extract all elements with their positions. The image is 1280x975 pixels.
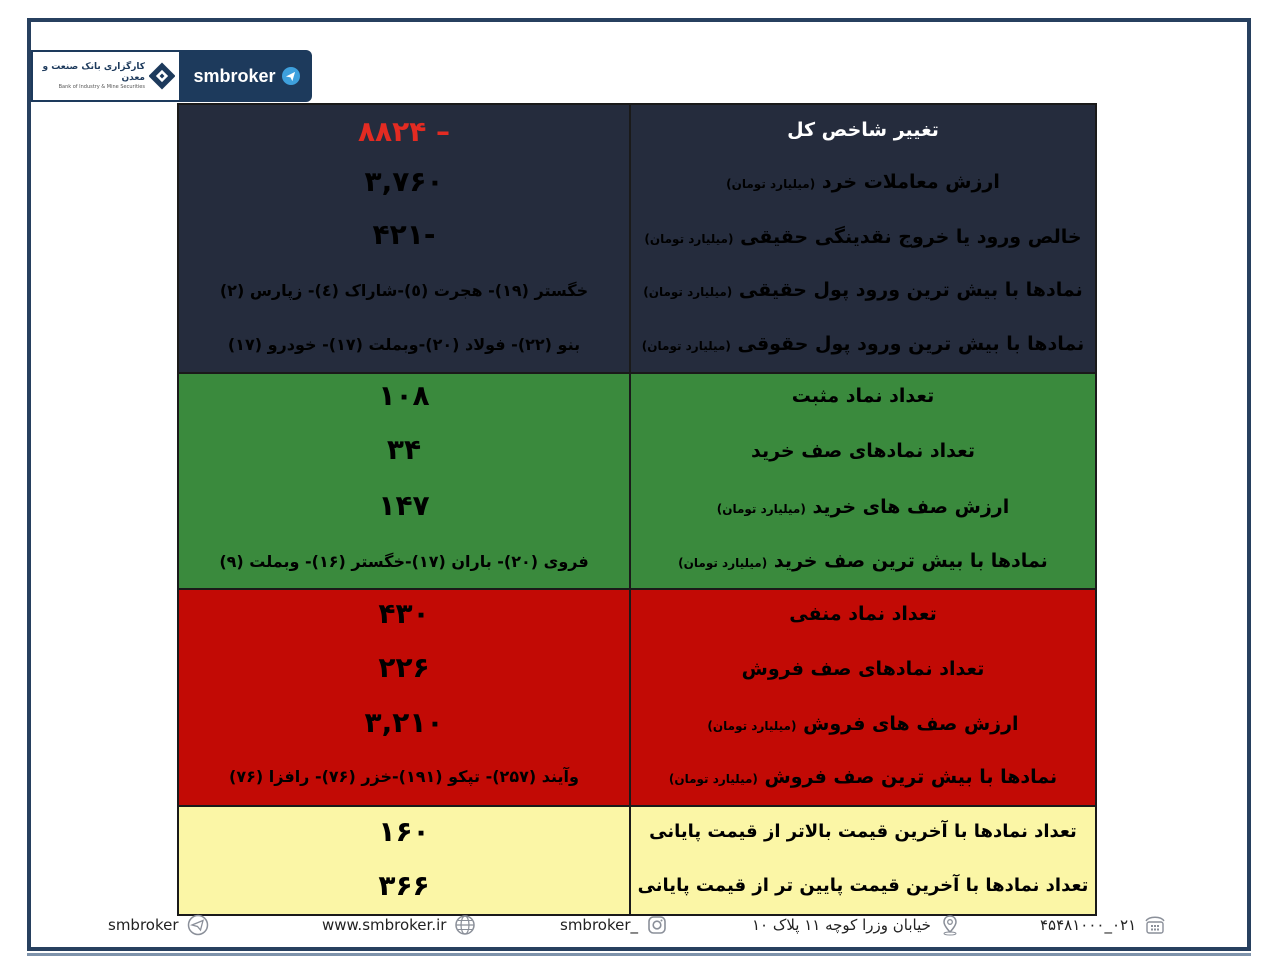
row-value: خگستر (۱۹)- هجرت (٥)-شاراک (٤)- زپارس (۲) xyxy=(219,281,589,300)
row-label: تعداد نماد منفی xyxy=(789,603,937,625)
section-divider xyxy=(179,588,1095,590)
row-value: ۱۴۷ xyxy=(378,489,430,522)
brand-name: smbroker xyxy=(193,65,276,86)
table-row xyxy=(179,871,1095,911)
row-label: نمادها با بیش ترین صف خرید (میلیارد تومان) xyxy=(678,550,1048,572)
table-row xyxy=(179,762,1095,802)
footer-telegram-label: smbroker xyxy=(108,916,179,934)
row-label: تعداد نمادهای صف خرید xyxy=(750,440,976,462)
row-value: ۳,۷۶۰ xyxy=(364,165,444,198)
footer xyxy=(30,908,1250,944)
table-row xyxy=(179,651,1095,695)
table-row xyxy=(179,330,1095,370)
bottom-rule xyxy=(27,953,1251,956)
table-row xyxy=(179,817,1095,857)
row-label: تغییر شاخص کل xyxy=(787,119,939,141)
section-divider xyxy=(179,372,1095,374)
row-label: نمادها با بیش ترین ورود پول حقیقی (میلیارد تومان) xyxy=(643,279,1083,301)
footer-instagram-label: smbroker_ xyxy=(560,916,639,934)
row-value: ۲۲۶ xyxy=(378,651,430,684)
row-value: ۳,۲۱۰ xyxy=(364,706,444,739)
row-label: خالص ورود یا خروج نقدینگی حقیقی (میلیارد تومان) xyxy=(644,226,1082,248)
footer-address-label: خیابان وزرا کوچه ۱۱ پلاک ۱۰ xyxy=(752,916,931,934)
row-label: تعداد نمادها با آخرین قیمت پایین تر از قیمت پایانی xyxy=(637,875,1089,896)
logo-text xyxy=(33,62,145,91)
table-row xyxy=(179,597,1095,641)
row-value: – ۸۸۲۴ xyxy=(357,115,451,148)
footer-website[interactable] xyxy=(322,914,476,936)
brand-logo xyxy=(31,50,312,102)
footer-telegram[interactable] xyxy=(108,914,209,936)
row-label: تعداد نماد مثبت xyxy=(791,385,935,407)
phone-icon xyxy=(1144,914,1166,936)
logo-fa-name: کارگزاری بانک صنعت و معدن xyxy=(42,61,145,83)
row-label: نمادها با بیش ترین ورود پول حقوقی (میلیارد تومان) xyxy=(641,333,1085,355)
row-value: ۴۳۰ xyxy=(378,597,430,630)
row-label: ارزش صف های خرید (میلیارد تومان) xyxy=(716,496,1010,518)
table-row xyxy=(179,491,1095,531)
market-summary-table xyxy=(177,103,1097,916)
row-label: ارزش معاملات خرد (میلیارد تومان) xyxy=(726,171,1000,193)
table-row xyxy=(179,165,1095,209)
location-pin-icon xyxy=(939,914,961,936)
telegram-icon xyxy=(282,67,300,85)
footer-website-label: www.smbroker.ir xyxy=(322,916,447,934)
globe-icon xyxy=(454,914,476,936)
footer-phone xyxy=(1040,914,1166,936)
logo-brand xyxy=(181,66,312,87)
table-row xyxy=(179,379,1095,423)
footer-phone-label: ۰۲۱_۴۵۴۸۱۰۰۰ xyxy=(1040,916,1137,934)
table-row xyxy=(179,218,1095,262)
telegram-icon xyxy=(187,914,209,936)
logo-mark-icon xyxy=(149,61,175,91)
logo-plate xyxy=(31,50,181,102)
row-value: ۱۶۰ xyxy=(378,815,430,848)
row-value: وآیند (۲۵۷)- تپکو (۱۹۱)-خزر (۷۶)- رافزا (۷۶) xyxy=(229,767,579,786)
row-value: ۳۶۶ xyxy=(378,869,430,902)
table-row xyxy=(179,433,1095,477)
table-row xyxy=(179,115,1095,155)
row-value: ۳۴ xyxy=(386,433,422,466)
table-row xyxy=(179,277,1095,317)
instagram-icon xyxy=(646,914,668,936)
footer-address xyxy=(752,914,961,936)
section-divider xyxy=(179,805,1095,807)
row-value: بنو (۲۲)- فولاد (۲۰)-وبملت (۱۷)- خودرو (۱۷) xyxy=(227,335,581,354)
row-value: فروی (۲۰)- باران (۱۷)-خگستر (۱۶)- وبملت (۹) xyxy=(219,552,589,571)
row-value: ۱۰۸ xyxy=(378,379,430,412)
row-value: -۴۲۱ xyxy=(372,218,436,251)
table-row xyxy=(179,547,1095,587)
footer-instagram[interactable] xyxy=(560,914,668,936)
logo-en-name: Bank of Industry & Mine Securities xyxy=(58,83,145,90)
row-label: تعداد نمادها با آخرین قیمت بالاتر از قیمت پایانی xyxy=(649,821,1077,842)
row-label: تعداد نمادهای صف فروش xyxy=(741,658,985,680)
row-label: ارزش صف های فروش (میلیارد تومان) xyxy=(707,713,1019,735)
row-label: نمادها با بیش ترین صف فروش (میلیارد تومان) xyxy=(668,766,1058,788)
table-row xyxy=(179,708,1095,748)
